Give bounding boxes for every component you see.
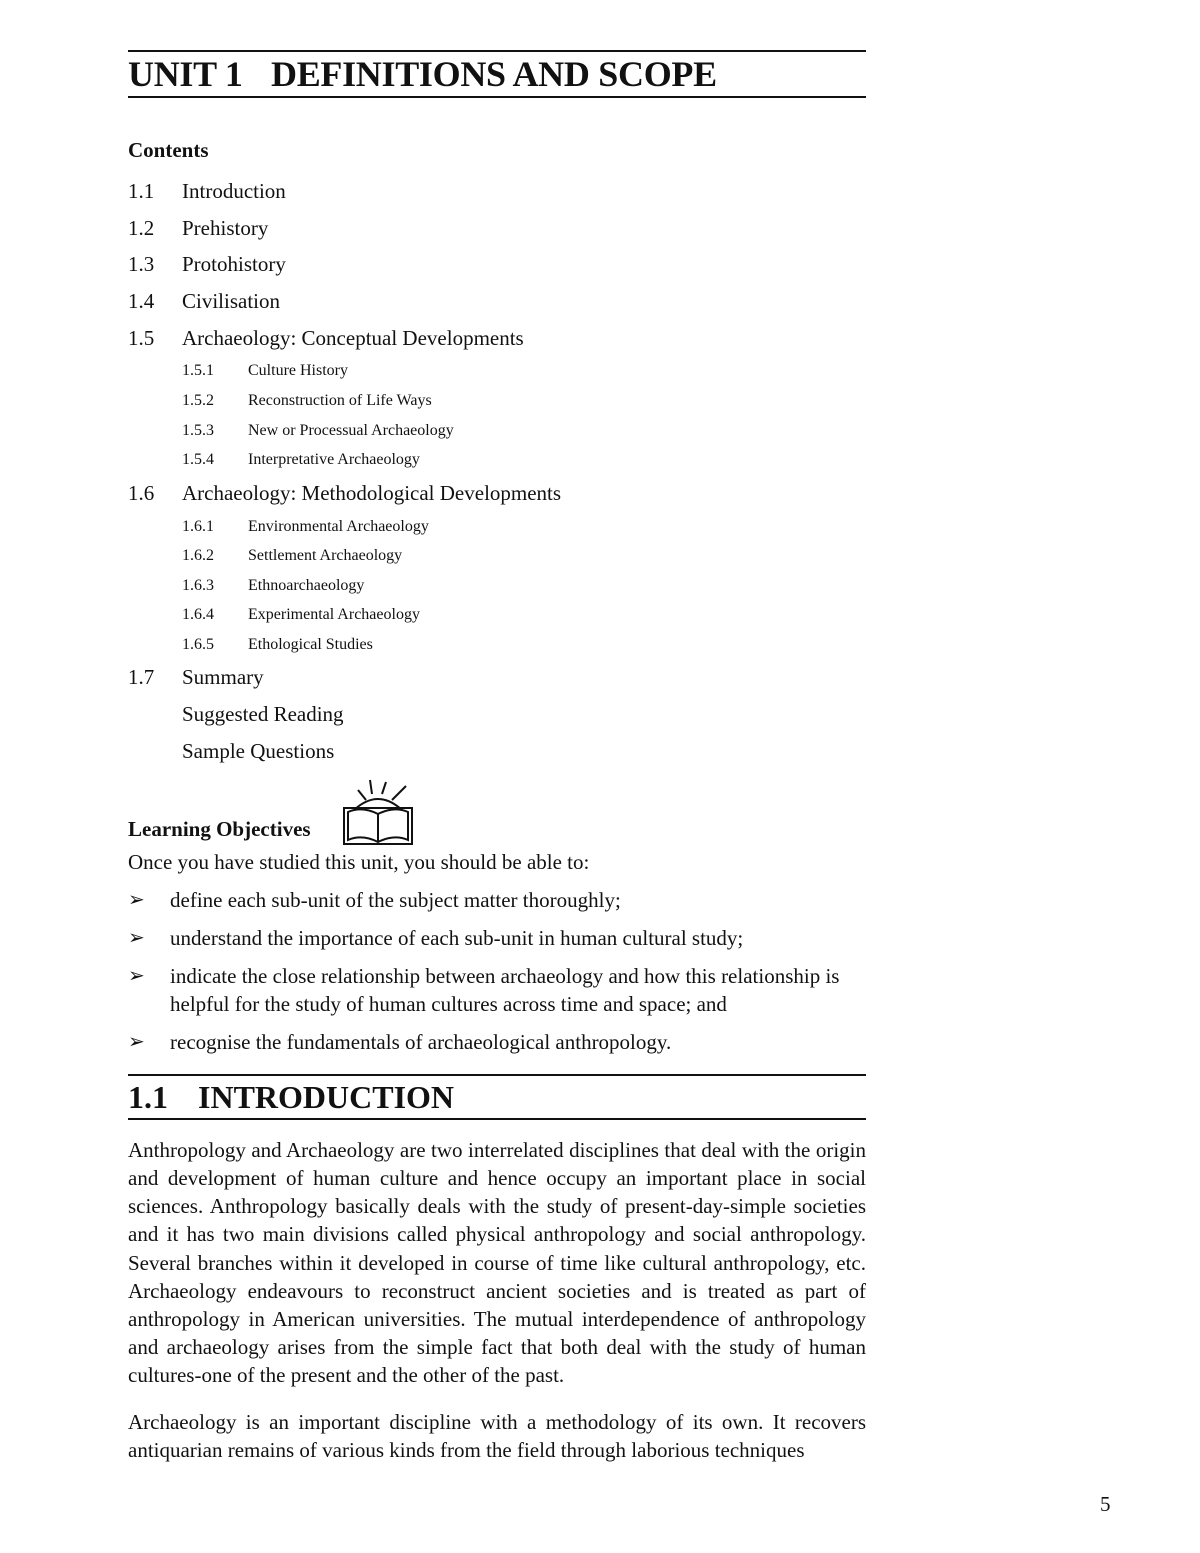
toc-subitem-title: Environmental Archaeology xyxy=(248,517,429,535)
learning-objectives-list xyxy=(128,886,866,1056)
toc-item xyxy=(128,283,866,320)
toc-item xyxy=(128,696,866,733)
learning-objectives-heading: Learning Objectives xyxy=(128,816,311,841)
toc-subitem-number: 1.6.1 xyxy=(182,517,214,535)
toc-item-title: Prehistory xyxy=(182,215,269,240)
section-introduction xyxy=(128,1074,866,1464)
section-title xyxy=(128,1076,866,1118)
toc-item-title: Archaeology: Conceptual Developments xyxy=(182,325,524,350)
unit-title xyxy=(128,52,866,96)
toc-item xyxy=(128,320,866,357)
toc-subitem-title: Culture History xyxy=(248,362,348,380)
toc-subitem xyxy=(128,571,866,601)
toc-subitem xyxy=(128,356,866,386)
unit-number: UNIT 1 xyxy=(128,54,243,94)
toc-item-title: Introduction xyxy=(182,179,286,203)
section-title-text: INTRODUCTION xyxy=(198,1078,455,1115)
arrow-bullet-icon: ➢ xyxy=(128,964,145,987)
toc-subitem-number: 1.5.4 xyxy=(182,451,214,469)
toc-subitem xyxy=(128,600,866,630)
toc-item-number: 1.3 xyxy=(128,252,155,277)
toc-subitem-title: Ethological Studies xyxy=(248,635,373,653)
toc-subitem xyxy=(128,416,866,446)
unit-title-text: DEFINITIONS AND SCOPE xyxy=(271,54,717,94)
toc-subitem-number: 1.6.2 xyxy=(182,547,214,565)
toc-subitem xyxy=(128,445,866,475)
objective-bullet xyxy=(128,924,866,952)
toc-subitem xyxy=(128,386,866,416)
open-book-icon xyxy=(340,778,416,848)
objective-text: indicate the close relationship between archaeology and how this relationship is helpful for the study of human cultures across time and space; and xyxy=(170,963,840,1016)
page-content xyxy=(128,50,866,1464)
arrow-bullet-icon: ➢ xyxy=(128,926,145,949)
toc-item-number: 1.4 xyxy=(128,289,155,314)
table-of-contents xyxy=(128,173,866,770)
toc-subitem xyxy=(128,512,866,542)
toc-item xyxy=(128,246,866,283)
toc-item xyxy=(128,475,866,512)
objective-text: understand the importance of each sub-unit in human cultural study; xyxy=(170,925,744,950)
section-bottom-rule xyxy=(128,1118,866,1120)
arrow-bullet-icon: ➢ xyxy=(128,1030,145,1053)
body-paragraph: Anthropology and Archaeology are two interrelated disciplines that deal with the origin and development of human culture and hence occupy an important place in social sciences. Anthropology basically deals with the study of present-day-simple societies and it has two main divisions called physical anthropology and social anthropology. Several branches within it developed in course of time like cultural anthropology, etc. Archaeology endeavours to reconstruct ancient societies and is treated as part of anthropology in American universities. The mutual interdependence of anthropology and archaeology arises from the simple fact that both deal with the study of human cultures-one of the present and the other of the past. xyxy=(128,1137,866,1388)
toc-item-title: Sample Questions xyxy=(182,738,335,763)
learning-objectives-header xyxy=(128,778,866,848)
toc-subitem-number: 1.6.5 xyxy=(182,635,214,653)
toc-subitem-number: 1.6.4 xyxy=(182,606,214,624)
toc-subitem-title: Experimental Archaeology xyxy=(248,606,420,624)
toc-item-title: Archaeology: Methodological Developments xyxy=(182,480,562,505)
objective-bullet xyxy=(128,1028,866,1056)
toc-item-number: 1.1 xyxy=(128,179,155,203)
body-paragraph: Archaeology is an important discipline with a methodology of its own. It recovers antiquarian remains of various kinds from the field through laborious techniques xyxy=(128,1409,866,1462)
objective-bullet xyxy=(128,962,866,1018)
toc-item xyxy=(128,210,866,247)
objective-text: define each sub-unit of the subject matter thoroughly; xyxy=(170,887,621,912)
toc-item-title: Summary xyxy=(182,665,264,690)
toc-subitem-title: Interpretative Archaeology xyxy=(248,451,420,469)
toc-subitem-number: 1.5.2 xyxy=(182,392,214,410)
learning-objectives-intro: Once you have studied this unit, you should be able to: xyxy=(128,849,590,874)
contents-heading: Contents xyxy=(128,138,209,162)
toc-subitem-title: Reconstruction of Life Ways xyxy=(248,392,432,410)
toc-subitem xyxy=(128,541,866,571)
toc-subitem-number: 1.6.3 xyxy=(182,576,214,594)
objective-bullet xyxy=(128,886,866,914)
toc-item-number: 1.5 xyxy=(128,325,155,350)
toc-item-number: 1.7 xyxy=(128,665,155,690)
page-number: 5 xyxy=(1100,1492,1111,1516)
section-number: 1.1 xyxy=(128,1078,168,1115)
toc-item-number: 1.6 xyxy=(128,480,155,505)
toc-item xyxy=(128,173,866,210)
arrow-bullet-icon: ➢ xyxy=(128,888,145,911)
title-bottom-rule xyxy=(128,96,866,98)
toc-item-number: 1.2 xyxy=(128,215,155,240)
toc-subitem-number: 1.5.3 xyxy=(182,421,214,439)
toc-item-title: Civilisation xyxy=(182,289,281,314)
toc-subitem-title: Settlement Archaeology xyxy=(248,547,403,565)
toc-item-title: Suggested Reading xyxy=(182,702,344,727)
toc-subitem xyxy=(128,630,866,660)
toc-subitem-number: 1.5.1 xyxy=(182,362,214,380)
toc-item xyxy=(128,659,866,696)
objective-text: recognise the fundamentals of archaeological anthropology. xyxy=(170,1029,672,1054)
toc-subitem-title: New or Processual Archaeology xyxy=(248,421,454,439)
toc-item xyxy=(128,733,866,770)
toc-item-title: Protohistory xyxy=(182,252,286,277)
toc-subitem-title: Ethnoarchaeology xyxy=(248,576,365,594)
